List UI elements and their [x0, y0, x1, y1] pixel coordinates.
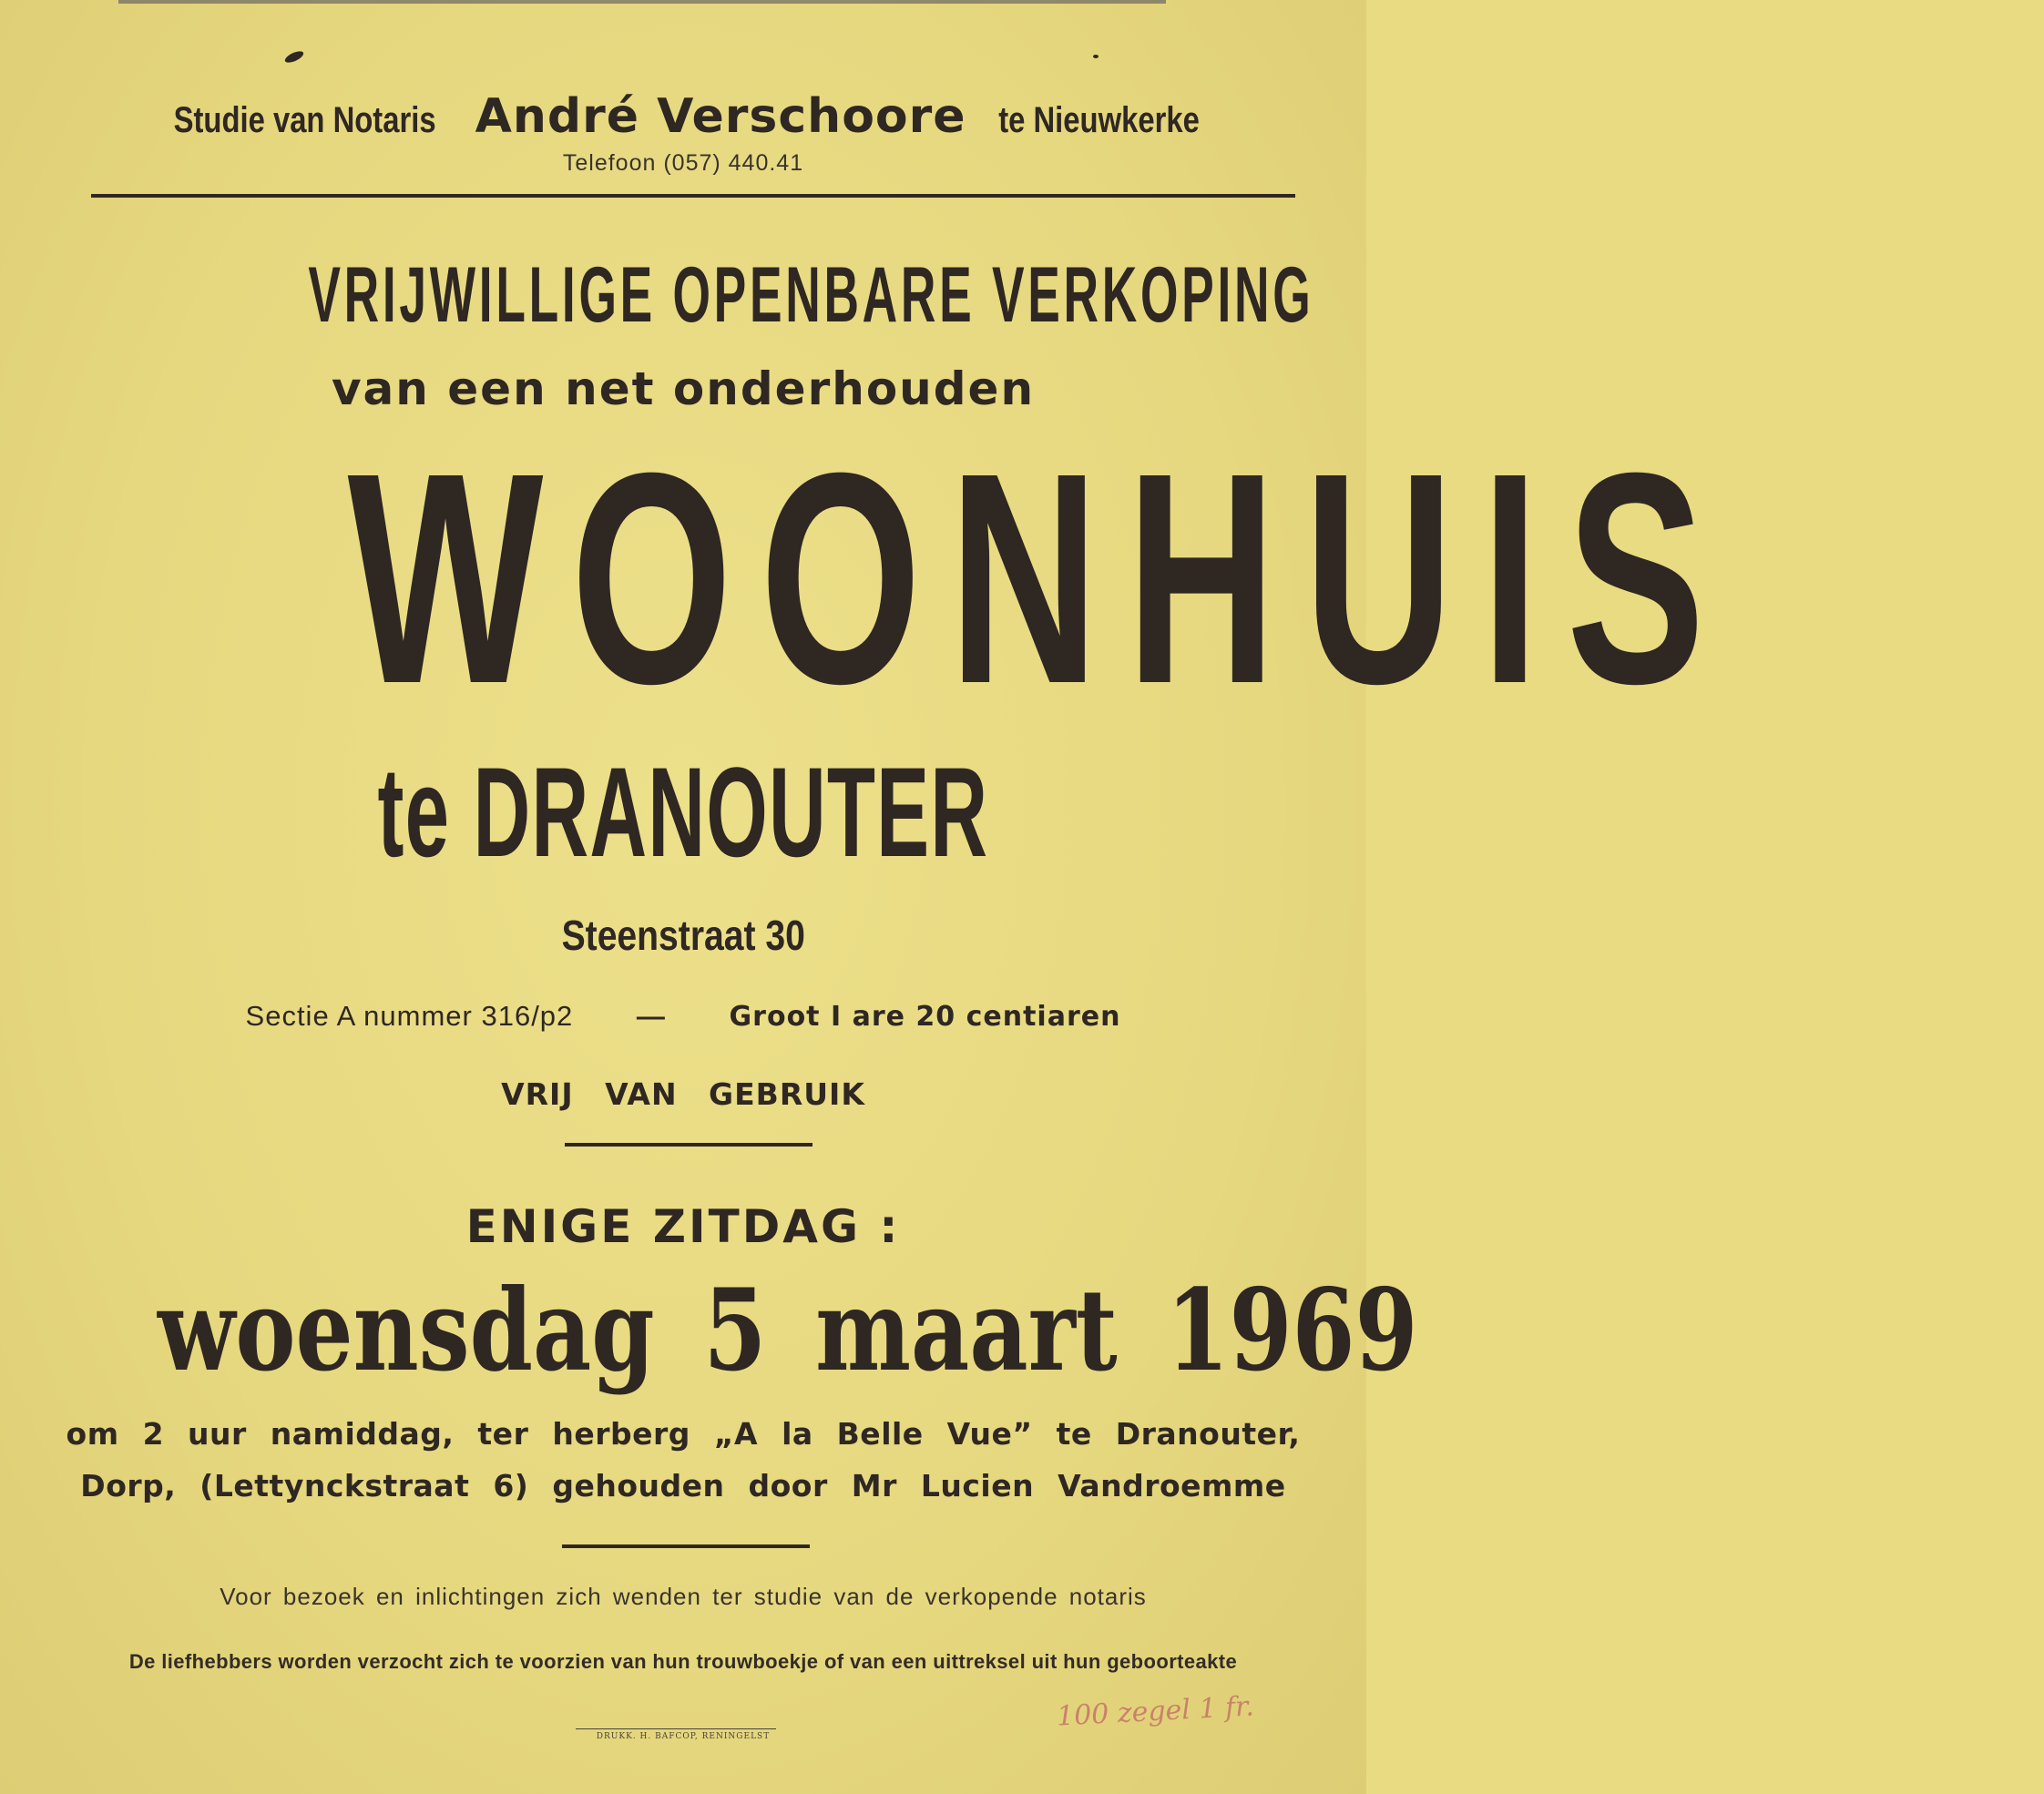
session-date — [0, 1265, 1418, 1397]
vacancy-status: VRIJ VAN GEBRUIK — [501, 1076, 865, 1112]
document-notice: De liefhebbers worden verzocht zich te voorzien van hun trouwboekje of van een uittreksel uit hun geboorteakte — [128, 1650, 1238, 1673]
printer-credit: DRUKK. H. BAFCOP, RENINGELST — [596, 1732, 771, 1741]
header-suffix: te Nieuwkerke — [997, 100, 1200, 140]
session-date-text: woensdag 5 maart 1969 — [157, 1265, 1418, 1397]
details-dash: — — [636, 1000, 666, 1032]
property-type-text: WOONHUIS — [347, 410, 1733, 746]
property-type — [0, 410, 1733, 746]
sale-heading-text: VRIJWILLIGE OPENBARE VERKOPING — [308, 251, 1314, 339]
property-place — [0, 740, 1366, 883]
ink-speck — [1093, 55, 1099, 58]
section-divider-2 — [562, 1544, 810, 1548]
ink-speck — [283, 49, 305, 65]
property-street-text: Steenstraat 30 — [561, 912, 805, 959]
top-edge-tape — [118, 0, 1166, 4]
notary-name: André Verschoore — [475, 89, 966, 144]
session-detail-line-1: om 2 uur namiddag, ter herberg „A la Belle Vue” te Dranouter, — [66, 1416, 1301, 1452]
visit-info: Voor bezoek en inlichtingen zich wenden ter studie van de verkopende notaris — [220, 1583, 1147, 1610]
sale-heading — [0, 250, 1366, 341]
property-place-text: te DRANOUTER — [377, 740, 989, 883]
notary-header — [0, 89, 1366, 144]
cadastral-details — [0, 1000, 1366, 1033]
printer-rule — [576, 1728, 776, 1729]
cadastral-section: Sectie A nummer 316/p2 — [245, 1000, 574, 1032]
phone-number: Telefoon (057) 440.41 — [562, 150, 804, 176]
session-detail-line-2: Dorp, (Lettynckstraat 6) gehouden door Mr Lucien Vandroemme — [80, 1468, 1286, 1503]
header-divider — [91, 194, 1295, 198]
property-size: Groot I are 20 centiaren — [729, 1001, 1121, 1033]
sale-subtitle: van een net onderhouden — [331, 362, 1036, 415]
property-street — [0, 911, 1366, 960]
handwritten-note: 100 zegel 1 fr. — [1056, 1690, 1255, 1733]
header-prefix: Studie van Notaris — [173, 100, 436, 140]
session-label: ENIGE ZITDAG : — [465, 1200, 901, 1253]
section-divider-1 — [565, 1143, 812, 1147]
